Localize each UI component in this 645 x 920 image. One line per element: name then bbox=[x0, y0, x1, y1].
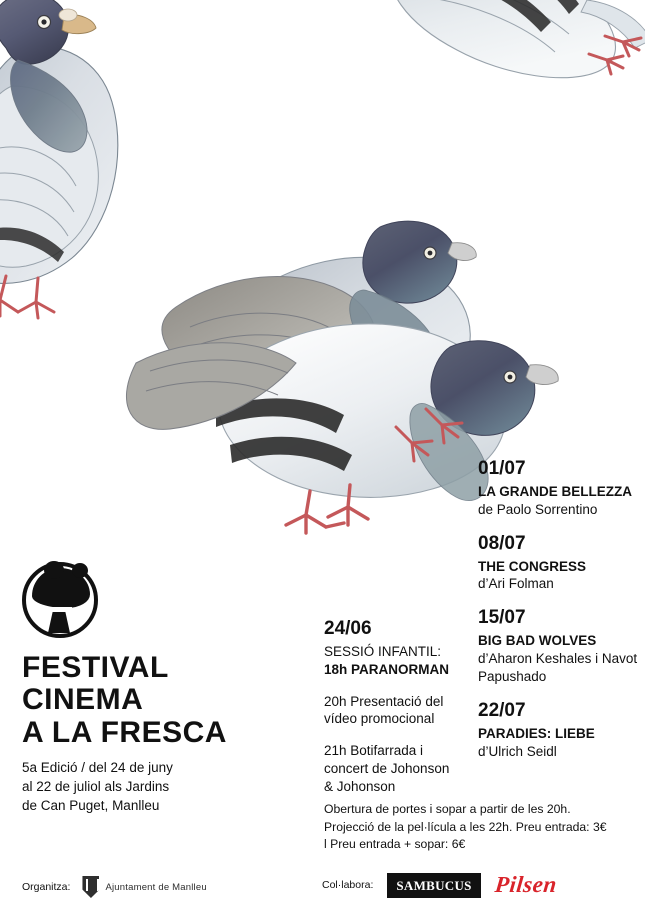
film-author: d’Ari Folman bbox=[478, 576, 554, 592]
ajuntament-logo bbox=[82, 876, 206, 898]
program-entry-2207 bbox=[478, 700, 638, 761]
subtitle-line-2: al 22 de juliol als Jardins bbox=[22, 779, 170, 795]
subtitle-line-3: de Can Puget, Manlleu bbox=[22, 798, 160, 814]
note-line-2: Projecció de la pel·lícula a les 22h. Preu entrada: 3€ bbox=[324, 819, 607, 834]
film-title: LA GRANDE BELLEZZA bbox=[478, 484, 632, 499]
title-line-2: CINEMA bbox=[22, 683, 144, 717]
film-title: PARADIES: LIEBE bbox=[478, 725, 595, 741]
program-date: 08/07 bbox=[478, 532, 526, 554]
program-date: 22/07 bbox=[478, 699, 526, 721]
title-line-1: FESTIVAL bbox=[22, 651, 169, 684]
program-session-label: SESSIÓ INFANTIL: bbox=[324, 644, 442, 659]
program-entry-2406 bbox=[324, 618, 474, 679]
film-author: de Paolo Sorrentino bbox=[478, 501, 598, 517]
sponsor-logo-sambucus: SAMBUCUS bbox=[387, 873, 480, 898]
title-line-3: A LA FRESCA bbox=[22, 715, 227, 749]
collaborators-label: Col·labora: bbox=[322, 879, 374, 891]
extra2-line-1: 21h Botifarrada i bbox=[324, 743, 424, 759]
program-date: 01/07 bbox=[478, 458, 526, 479]
subtitle-line-1: 5a Edició / del 24 de juny bbox=[22, 760, 173, 776]
program-extra-presentation bbox=[324, 693, 474, 729]
tree-in-circle-icon bbox=[22, 562, 108, 642]
festival-logo-block bbox=[22, 562, 252, 816]
organizer-label: Organitza: bbox=[22, 881, 71, 893]
extra-line-2: vídeo promocional bbox=[324, 711, 435, 727]
program-entry-1507 bbox=[478, 607, 638, 685]
shield-icon bbox=[82, 876, 99, 898]
note-line-1: Obertura de portes i sopar a partir de les 20h. bbox=[324, 802, 571, 816]
program-date: 15/07 bbox=[478, 607, 526, 629]
festival-subtitle bbox=[22, 758, 252, 815]
sponsor-logo-pilsen: Pilsen bbox=[493, 872, 558, 897]
note-line-3: l Preu entrada + sopar: 6€ bbox=[324, 837, 466, 852]
film-title: THE CONGRESS bbox=[478, 558, 587, 574]
collaborators-block bbox=[322, 872, 557, 898]
program-session-title: 18h PARANORMAN bbox=[324, 661, 450, 677]
extra2-line-3: & Johonson bbox=[324, 778, 396, 794]
extra2-line-2: concert de Johonson bbox=[324, 761, 450, 777]
film-title: BIG BAD WOLVES bbox=[478, 633, 597, 649]
program-column-right bbox=[478, 458, 638, 774]
page-title bbox=[22, 652, 252, 749]
program-extra-concert bbox=[324, 742, 474, 795]
program-entry-0107 bbox=[478, 458, 638, 519]
film-author: d’Ulrich Seidl bbox=[478, 743, 557, 759]
ajuntament-label: Ajuntament de Manlleu bbox=[105, 881, 207, 893]
program-date: 24/06 bbox=[324, 618, 372, 639]
extra-line-1: 20h Presentació del bbox=[324, 693, 444, 709]
pigeon-top-right-illustration bbox=[365, 0, 645, 110]
film-author: d’Aharon Keshales i Navot Papushado bbox=[478, 651, 638, 684]
program-column-left bbox=[324, 618, 474, 810]
organizer-block bbox=[22, 876, 207, 898]
practical-info-notes bbox=[324, 801, 624, 854]
program-entry-0807 bbox=[478, 533, 638, 594]
